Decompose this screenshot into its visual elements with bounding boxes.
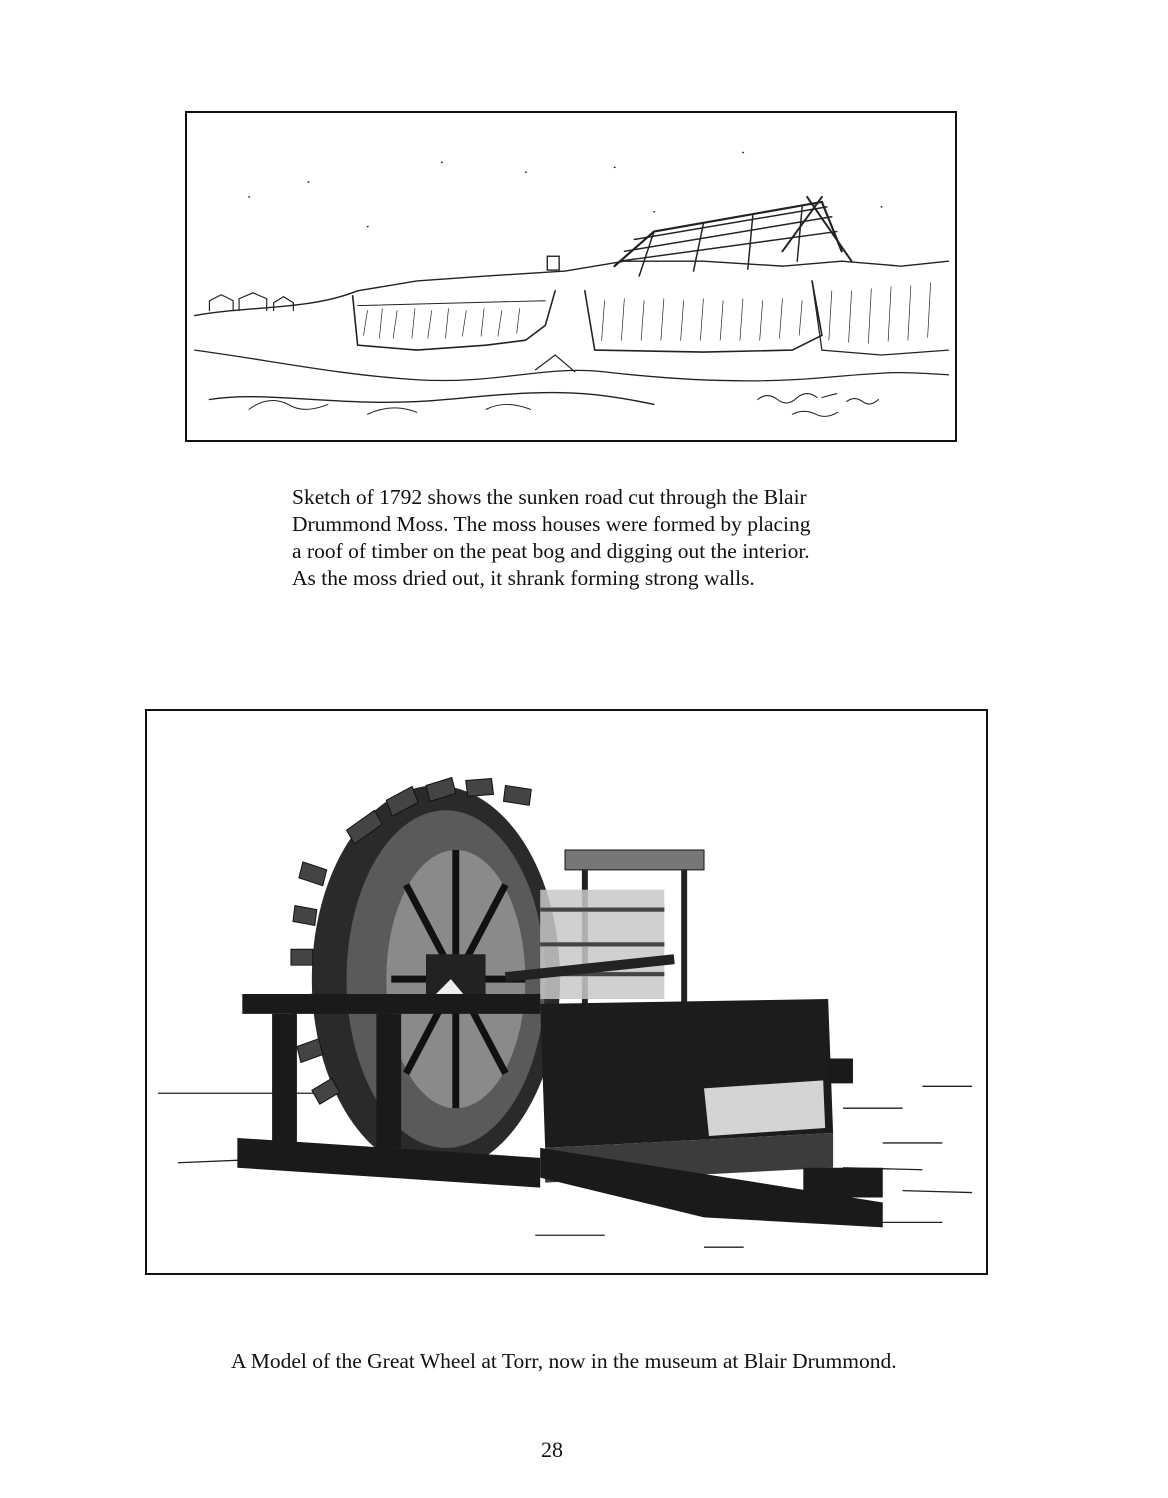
sketch-caption-line-4: As the moss dried out, it shrank forming strong walls. [292, 566, 755, 590]
sketch-figure [185, 111, 957, 442]
great-wheel-caption: A Model of the Great Wheel at Torr, now in the museum at Blair Drummond. [231, 1349, 897, 1373]
sketch-caption-line-3: a roof of timber on the peat bog and digging out the interior. [292, 539, 810, 563]
sketch-caption-line-1: Sketch of 1792 shows the sunken road cut through the Blair [292, 485, 807, 509]
great-wheel-photo-figure [145, 709, 988, 1275]
page-number: 28 [541, 1437, 563, 1462]
sketch-caption [292, 484, 892, 592]
moss-road-sketch-illustration [187, 113, 955, 440]
sketch-caption-line-2: Drummond Moss. The moss houses were formed by placing [292, 512, 811, 536]
great-wheel-model-illustration [147, 711, 986, 1273]
